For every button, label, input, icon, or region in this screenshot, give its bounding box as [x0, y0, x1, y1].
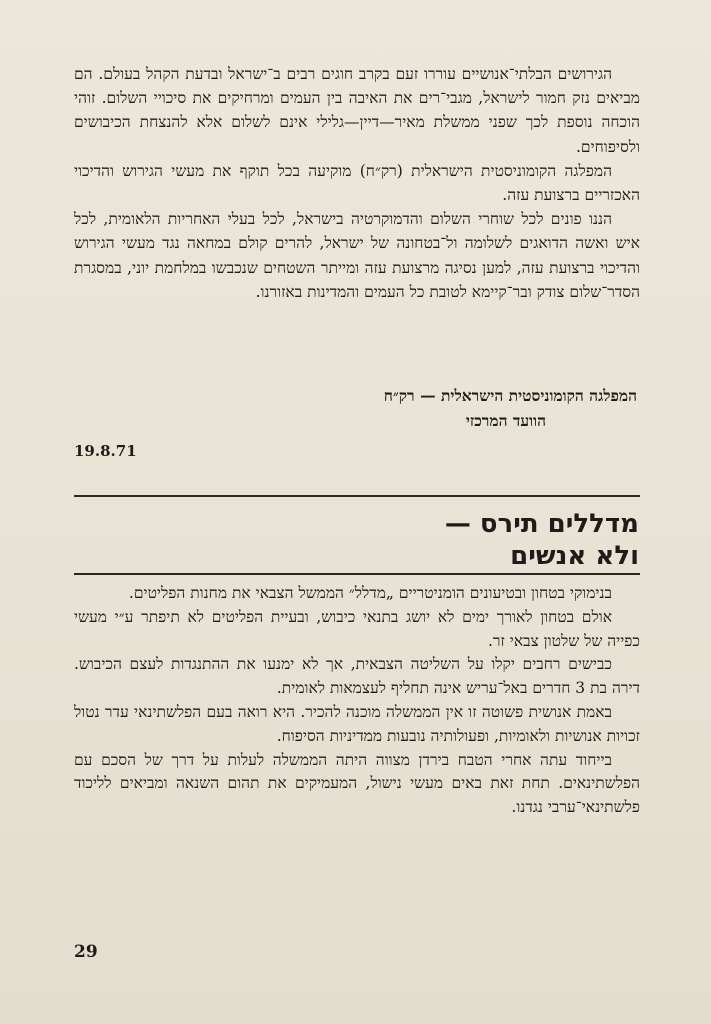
statement-text	[74, 62, 640, 304]
article-paragraph-5: בייחוד עתה אחרי הטבח בירדן מצווה היתה הממשלה לעלות על דרך של הסכם עם הפלשתינאים. תחת זאת באים מעשי נישול, המעמיקים את תהום השנאה ומביאים לליכוד פלשתינאי־ערבי נגדנו.	[74, 750, 640, 817]
article-paragraph-4: באמת אנושית פשוטה זו אין הממשלה מוכנה להכיר. היא רואה בעם הפלשתינאי עדר נטול זכויות אנושיות ולאומיות, ופעולותיה נובעות ממדיניות הסיפוח.	[74, 702, 640, 745]
statement-paragraph-2: המפלגה הקומוניסטית הישראלית (רק״ח) מוקיעה בכל תוקף את מעשי הגירוש והדיכוי האכזריים ברצועת עזה.	[74, 161, 640, 205]
section-divider-bottom	[74, 573, 640, 575]
statement-date: 19.8.71	[74, 442, 137, 460]
page-number: 29	[74, 942, 98, 962]
article-title-line-1: מדללים תירס —	[444, 509, 639, 539]
article-title-line-2: ולא אנשים	[510, 541, 639, 571]
section-divider-top	[74, 495, 640, 497]
article-text	[74, 582, 640, 820]
statement-paragraph-1: הגירושים הבלתי־אנושיים עוררו זעם בקרב חוגים רבים ב־ישראל ובדעת הקהל בעולם. הם מביאים נזק חמור לישראל, מגבי־רים את האיבה בין העמים ומרחיקים את סיכויי השלום. זוהי הוכחה נוספת לכך שפני ממשלת מאיר—דיין—גלילי אינם לשלום אלא להנצחת הכיבושים ולסיפוחים.	[74, 65, 640, 156]
article-paragraph-1: בנימוקי בטחון ובטיעונים הומניטריים „מדלל״ הממשל הצבאי את מחנות הפליטים.	[128, 584, 612, 602]
article-title	[445, 508, 639, 572]
article-paragraph-3: כבישים רחבים יקלו על השליטה הצבאית, אך לא ימנעו את ההתנגדות לעצם הכיבוש. דירה בת 3 חדרים באל־עריש אינה תחליף לעצמאות לאומית.	[74, 655, 640, 698]
signature-committee: הוועד המרכזי	[465, 411, 546, 430]
signature-party: המפלגה הקומוניסטית הישראלית — רק״ח	[383, 386, 637, 405]
statement-paragraph-3: הננו פונים לכל שוחרי השלום והדמוקרטיה בישראל, לכל בעלי האחריות הלאומית, לכל איש ואשה הדואגים לשלומה ול־בטחונה של ישראל, להרים קולם במחאה נגד מעשי הגירוש והדיכוי ברצועת עזה, למען נסיגה מרצועת עזה ומייתר השטחים שנכבשו במלחמת יוני, במסגרת הסדר־שלום צודק ובר־קיימא לטובת כל העמים והמדינות באזורנו.	[74, 210, 640, 301]
article-paragraph-2: אולם בטחון לאורך ימים לא יושג בתנאי כיבוש, ובעיית הפליטים לא תיפתר ע״י מעשי כפייה של שלטון צבאי זר.	[74, 607, 640, 650]
